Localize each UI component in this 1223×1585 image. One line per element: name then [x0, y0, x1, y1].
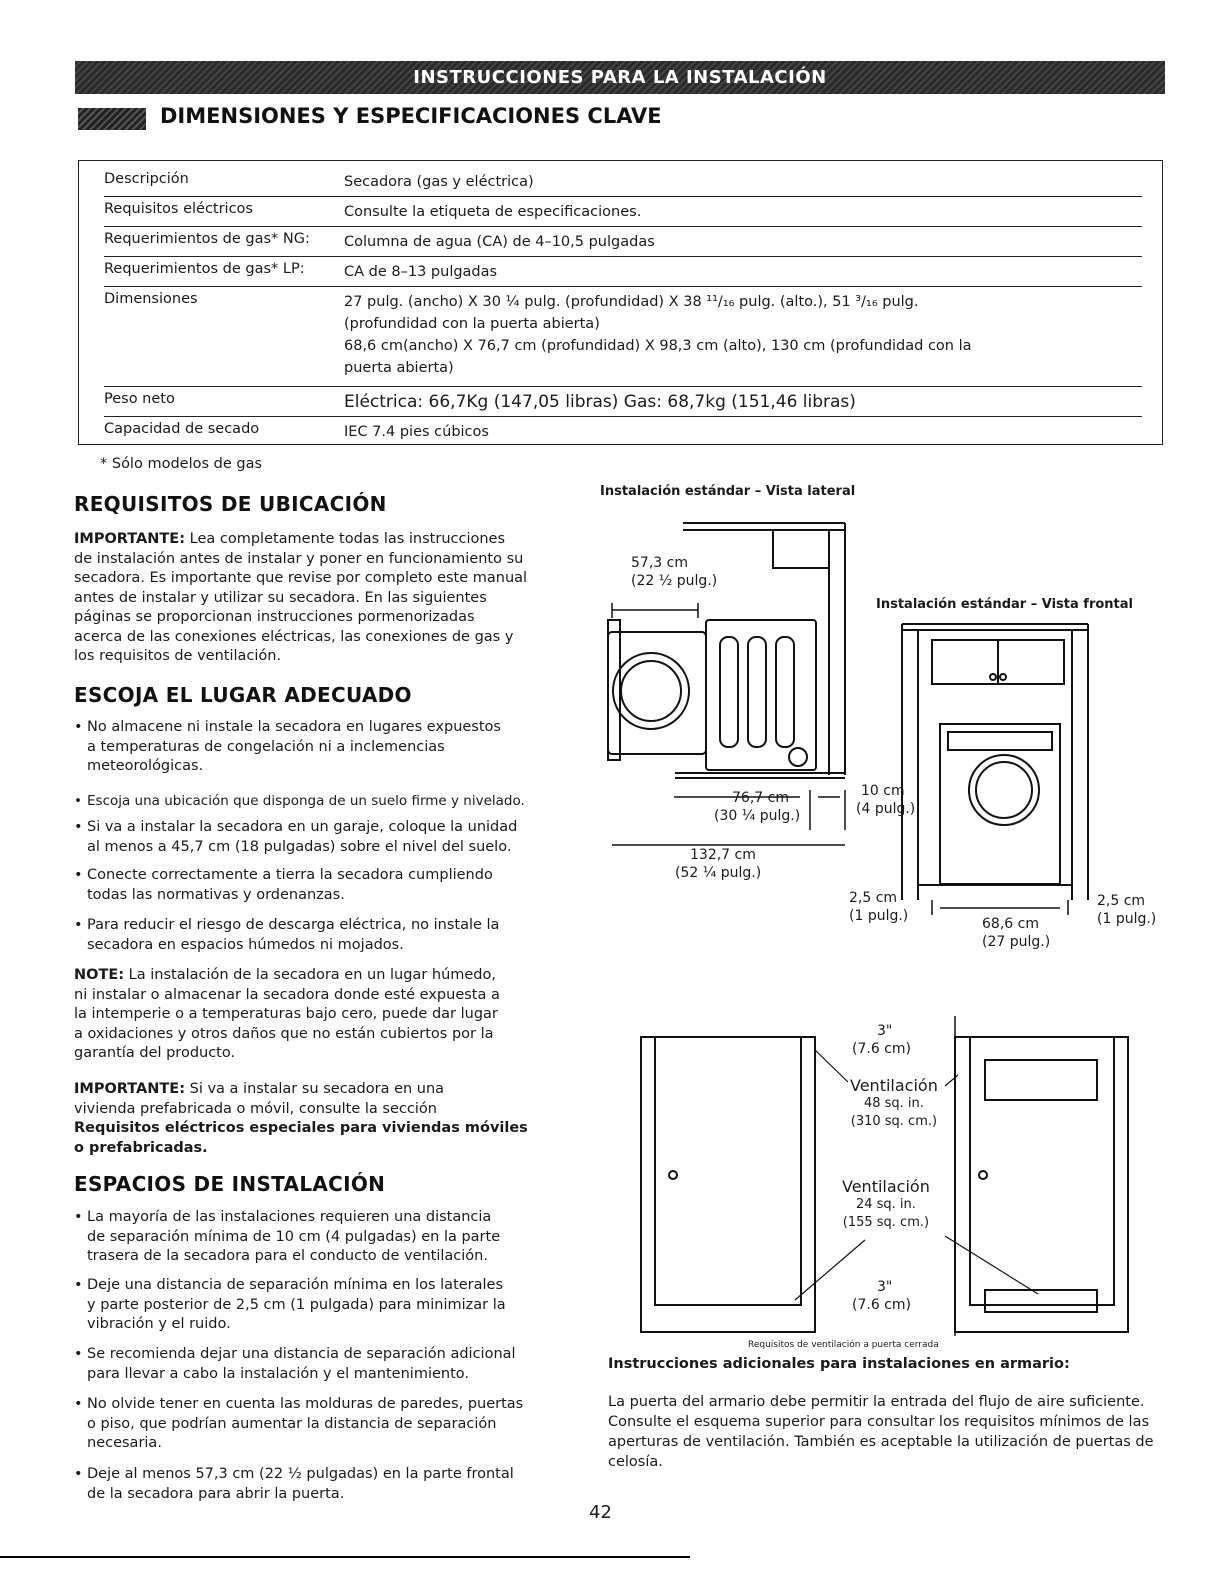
bottom-rule — [0, 1556, 690, 1558]
spec-value: CA de 8–13 pulgadas — [344, 264, 498, 280]
heading-lugar: ESCOJA EL LUGAR ADECUADO — [74, 683, 412, 707]
vent-label-top: Ventilación 48 sq. in. (310 sq. cm.) — [850, 1076, 938, 1129]
note-paragraph: NOTE: La instalación de la secadora en un lugar húmedo, ni instalar o almacenar la secadora donde esté expuesta a la intemperie o a temperaturas bajo cero, puede dar lugar a oxidaciones y otros daños que no están cubiertos por la garantía del producto. — [74, 967, 500, 1061]
spec-label: Descripción — [104, 171, 189, 187]
paragraph-ubicacion: IMPORTANTE: Lea completamente todas las instrucciones de instalación antes de instalar y poner en funcionamiento su secadora. Es importante que revise por completo este manual antes de instalar y utilizar su secadora. En las siguientes páginas se proporcionan instrucciones pormenorizadas acerca de las conexiones eléctricas, las conexiones de gas y los requisitos de ventilación. — [74, 531, 528, 664]
dimension-rear-clearance: 10 cm (4 pulg.) — [856, 783, 916, 817]
spec-label: Requerimientos de gas* LP: — [104, 261, 305, 277]
dimension-vent-top-gap: 3" (7.6 cm) — [852, 1023, 911, 1057]
spec-value: Consulte la etiqueta de especificaciones. — [344, 204, 642, 220]
bullet-item: • Escoja una ubicación que disponga de un suelo firme y nivelado. — [74, 792, 594, 812]
header-banner: INSTRUCCIONES PARA LA INSTALACIÓN — [75, 61, 1165, 94]
dimension-door-clearance: 57,3 cm (22 ½ pulg.) — [631, 555, 718, 589]
bullet-item: • No olvide tener en cuenta las molduras de paredes, puertas o piso, que podrían aumentar la distancia de separación necesaria. — [74, 1395, 594, 1454]
important-paragraph: IMPORTANTE: Si va a instalar su secadora en una vivienda prefabricada o móvil, consulte la sección Requisitos eléctricos especiales para viviendas móviles o prefabricadas. — [74, 1081, 528, 1156]
closet-heading: Instrucciones adicionales para instalaciones en armario: — [608, 1356, 1070, 1372]
closet-diagram-caption: Requisitos de ventilación a puerta cerrada — [748, 1340, 939, 1350]
bullet-item: • Se recomienda dejar una distancia de separación adicional para llevar a cabo la instalación y el mantenimiento. — [74, 1345, 594, 1384]
spec-value: IEC 7.4 pies cúbicos — [344, 424, 489, 440]
page-number: 42 — [589, 1502, 612, 1523]
bullet-item: • Deje al menos 57,3 cm (22 ½ pulgadas) en la parte frontal de la secadora para abrir la puerta. — [74, 1465, 594, 1504]
dimension-width: 68,6 cm (27 pulg.) — [982, 916, 1051, 950]
spec-label: Requerimientos de gas* NG: — [104, 231, 310, 247]
spec-label: Peso neto — [104, 391, 175, 407]
bullet-item: • Para reducir el riesgo de descarga eléctrica, no instale la secadora en espacios húmedos ni mojados. — [74, 916, 594, 955]
front-view-label: Instalación estándar – Vista frontal — [876, 597, 1133, 612]
bullet-item: • La mayoría de las instalaciones requieren una distancia de separación mínima de 10 cm (4 pulgadas) en la parte trasera de la secadora para el conducto de ventilación. — [74, 1208, 594, 1267]
dimension-depth: 76,7 cm (30 ¼ pulg.) — [714, 790, 801, 824]
footnote: * Sólo modelos de gas — [100, 456, 263, 472]
heading-espacios: ESPACIOS DE INSTALACIÓN — [74, 1172, 386, 1196]
spec-label: Requisitos eléctricos — [104, 201, 253, 217]
spec-label: Dimensiones — [104, 291, 198, 307]
spec-value: Secadora (gas y eléctrica) — [344, 174, 534, 190]
side-view-label: Instalación estándar – Vista lateral — [600, 484, 856, 499]
bullet-item: • No almacene ni instale la secadora en lugares expuestos a temperaturas de congelación ni a inclemencias meteorológicas. — [74, 718, 594, 777]
dimension-total-depth: 132,7 cm (52 ¼ pulg.) — [675, 847, 762, 881]
dimension-vent-bottom-gap: 3" (7.6 cm) — [852, 1279, 911, 1313]
front-view-diagram — [902, 624, 1088, 915]
closet-paragraph: La puerta del armario debe permitir la entrada del flujo de aire suficiente. Consulte el esquema superior para consultar los requisitos mínimos de las aperturas de ventilación. También es aceptable la utilización de puertas de celosía. — [608, 1394, 1154, 1470]
spec-label: Capacidad de secado — [104, 421, 260, 437]
section-title: DIMENSIONES Y ESPECIFICACIONES CLAVE — [160, 104, 662, 128]
spec-value: Columna de agua (CA) de 4–10,5 pulgadas — [344, 234, 655, 250]
spec-value: Eléctrica: 66,7Kg (147,05 libras) Gas: 68,7kg (151,46 libras) — [344, 392, 856, 412]
bullet-item: • Conecte correctamente a tierra la secadora cumpliendo todas las normativas y ordenanzas. — [74, 866, 594, 905]
vent-label-bottom: Ventilación 24 sq. in. (155 sq. cm.) — [842, 1177, 930, 1230]
bullet-item: • Deje una distancia de separación mínima en los laterales y parte posterior de 2,5 cm (1 pulgada) para minimizar la vibración y el ruido. — [74, 1276, 594, 1335]
heading-ubicacion: REQUISITOS DE UBICACIÓN — [74, 492, 387, 516]
bullet-item: • Si va a instalar la secadora en un garaje, coloque la unidad al menos a 45,7 cm (18 pulgadas) sobre el nivel del suelo. — [74, 818, 594, 857]
dimension-side-clearance-right: 2,5 cm (1 pulg.) — [1097, 893, 1157, 927]
spec-value: 27 pulg. (ancho) X 30 ¼ pulg. (profundidad) X 38 ¹¹/₁₆ pulg. (alto.), 51 ³/₁₆ pulg. (profundidad con la puerta abierta) 68,6 cm(ancho) X 76,7 cm (profundidad) X 98,3 cm (alto), 130 cm (profundidad con la puerta abierta) — [344, 294, 972, 376]
dimension-side-clearance-left: 2,5 cm (1 pulg.) — [849, 890, 909, 924]
